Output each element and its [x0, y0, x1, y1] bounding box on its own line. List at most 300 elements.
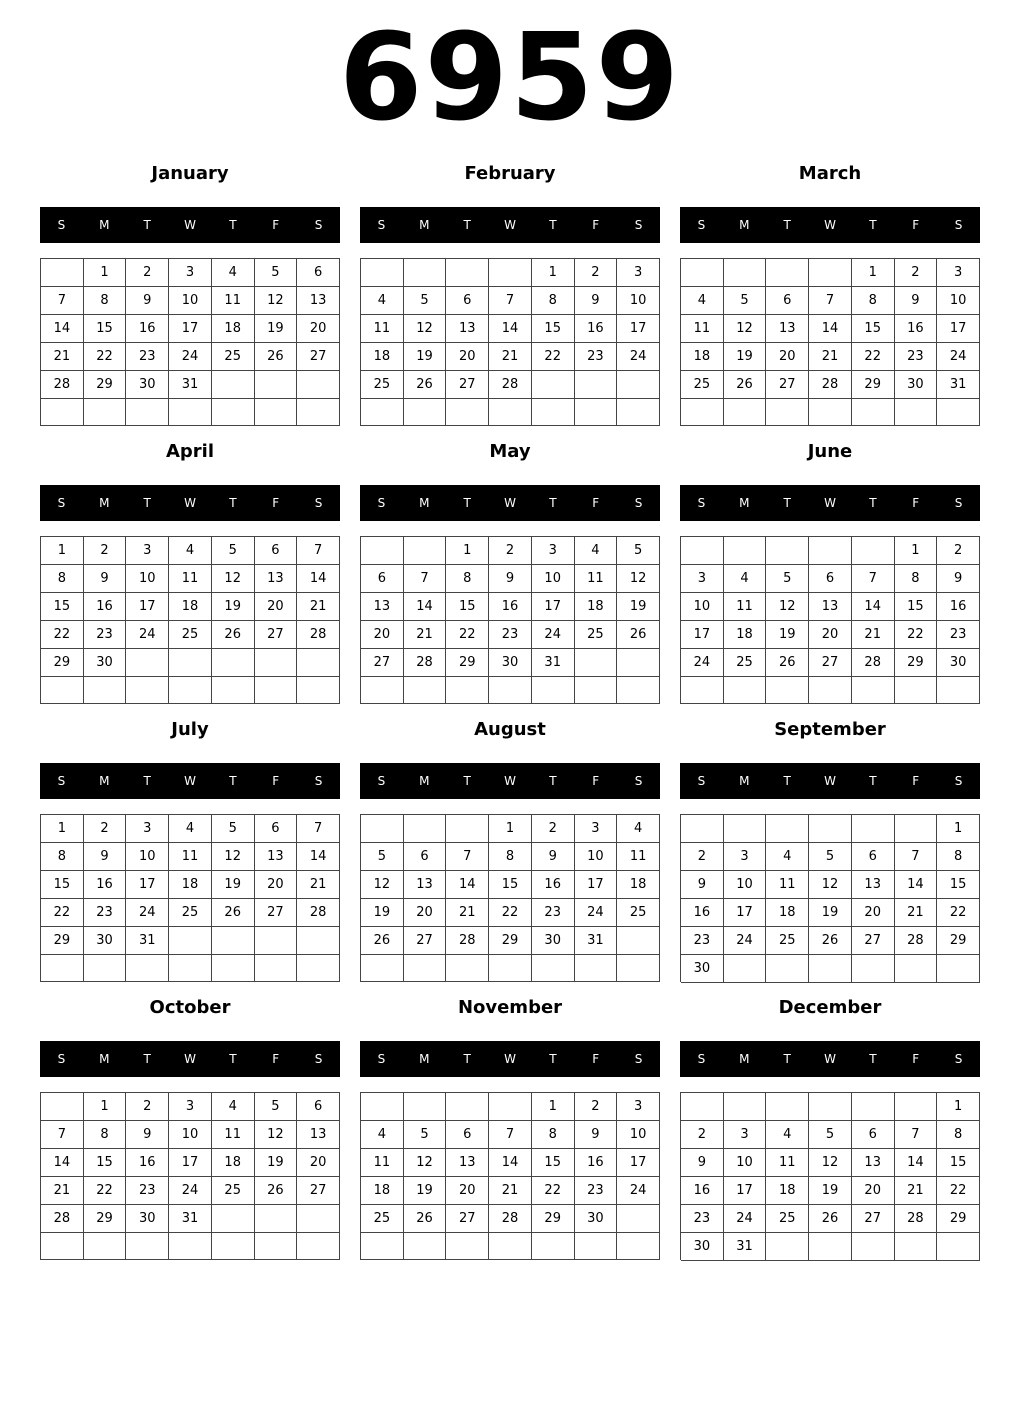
day-cell: 11	[361, 1149, 404, 1177]
day-cell: 9	[895, 287, 938, 315]
day-cell: 28	[297, 899, 340, 927]
day-cell: 16	[126, 1149, 169, 1177]
day-cell: 12	[809, 1149, 852, 1177]
empty-cell	[489, 259, 532, 287]
day-cell: 18	[617, 871, 660, 899]
day-cell: 19	[617, 593, 660, 621]
weekday-header	[360, 763, 660, 799]
weekday-header	[680, 763, 980, 799]
empty-cell	[404, 1233, 447, 1260]
day-cell: 20	[766, 343, 809, 371]
month-name: April	[165, 441, 215, 462]
empty-cell	[446, 677, 489, 704]
day-cell: 6	[297, 259, 340, 287]
day-cell: 8	[84, 1121, 127, 1149]
empty-cell	[446, 399, 489, 426]
day-cell: 26	[255, 1177, 298, 1205]
day-cell: 4	[724, 565, 767, 593]
day-cell: 18	[724, 621, 767, 649]
empty-cell	[126, 955, 169, 982]
weekday-header	[40, 763, 340, 799]
empty-cell	[766, 537, 809, 565]
weekday-label: F	[592, 774, 600, 788]
day-cell: 18	[766, 1177, 809, 1205]
day-cell: 4	[681, 287, 724, 315]
day-cell: 19	[766, 621, 809, 649]
year-title: 6959	[339, 9, 681, 148]
day-cell: 30	[895, 371, 938, 399]
day-cell: 27	[852, 927, 895, 955]
day-cell: 5	[724, 287, 767, 315]
empty-cell	[724, 537, 767, 565]
day-cell: 9	[532, 843, 575, 871]
weekday-label: T	[783, 218, 791, 232]
day-cell: 3	[617, 259, 660, 287]
day-cell: 6	[404, 843, 447, 871]
day-cell: 9	[84, 565, 127, 593]
empty-cell	[361, 677, 404, 704]
weekday-label: T	[869, 774, 877, 788]
weekday-label: F	[272, 496, 280, 510]
day-cell: 29	[446, 649, 489, 677]
empty-cell	[446, 815, 489, 843]
empty-cell	[84, 1233, 127, 1260]
day-cell: 8	[41, 565, 84, 593]
empty-cell	[361, 955, 404, 982]
day-cell: 1	[489, 815, 532, 843]
day-cell: 6	[255, 537, 298, 565]
weekday-label: W	[504, 774, 516, 788]
day-cell: 21	[489, 1177, 532, 1205]
empty-cell	[575, 371, 618, 399]
empty-cell	[724, 815, 767, 843]
day-cell: 27	[404, 927, 447, 955]
day-cell: 1	[895, 537, 938, 565]
day-cell: 7	[297, 815, 340, 843]
day-cell: 3	[126, 537, 169, 565]
empty-cell	[84, 677, 127, 704]
day-cell: 4	[361, 287, 404, 315]
empty-cell	[212, 677, 255, 704]
day-cell: 14	[489, 315, 532, 343]
day-cell: 14	[852, 593, 895, 621]
day-cell: 10	[617, 287, 660, 315]
day-cell: 30	[937, 649, 980, 677]
day-cell: 29	[532, 1205, 575, 1233]
empty-cell	[255, 1233, 298, 1260]
day-cell: 18	[681, 343, 724, 371]
weekday-label: S	[634, 774, 643, 788]
day-cell: 30	[84, 649, 127, 677]
weekday-label: M	[99, 496, 110, 510]
day-cell: 28	[297, 621, 340, 649]
empty-cell	[766, 955, 809, 983]
day-cell: 14	[404, 593, 447, 621]
day-cell: 16	[575, 1149, 618, 1177]
day-cell: 11	[617, 843, 660, 871]
day-cell: 20	[361, 621, 404, 649]
day-cell: 7	[297, 537, 340, 565]
day-cell: 31	[937, 371, 980, 399]
day-cell: 8	[41, 843, 84, 871]
day-cell: 1	[937, 815, 980, 843]
empty-cell	[255, 1205, 298, 1233]
day-cell: 23	[575, 343, 618, 371]
day-cell: 12	[809, 871, 852, 899]
day-cell: 29	[489, 927, 532, 955]
empty-cell	[617, 649, 660, 677]
day-cell: 26	[809, 927, 852, 955]
weekday-header	[360, 207, 660, 243]
day-cell: 21	[446, 899, 489, 927]
day-cell: 16	[489, 593, 532, 621]
day-cell: 28	[809, 371, 852, 399]
month-name: May	[489, 441, 531, 462]
empty-cell	[404, 259, 447, 287]
day-cell: 4	[766, 843, 809, 871]
day-cell: 14	[41, 315, 84, 343]
day-cell: 4	[212, 259, 255, 287]
empty-cell	[297, 1233, 340, 1260]
day-cell: 20	[255, 871, 298, 899]
day-cell: 19	[404, 1177, 447, 1205]
day-cell: 7	[852, 565, 895, 593]
day-cell: 11	[169, 843, 212, 871]
weekday-label: W	[184, 218, 196, 232]
weekday-header	[360, 485, 660, 521]
day-cell: 31	[126, 927, 169, 955]
day-cell: 14	[446, 871, 489, 899]
day-cell: 5	[361, 843, 404, 871]
empty-cell	[532, 399, 575, 426]
day-cell: 23	[126, 343, 169, 371]
day-cell: 24	[532, 621, 575, 649]
empty-cell	[575, 677, 618, 704]
day-cell: 3	[126, 815, 169, 843]
day-cell: 20	[297, 1149, 340, 1177]
empty-cell	[724, 1093, 767, 1121]
day-cell: 2	[126, 1093, 169, 1121]
empty-cell	[169, 677, 212, 704]
empty-cell	[852, 677, 895, 704]
empty-cell	[489, 1093, 532, 1121]
empty-cell	[489, 399, 532, 426]
day-cell: 19	[809, 1177, 852, 1205]
day-cell: 15	[489, 871, 532, 899]
month-name: December	[778, 997, 882, 1018]
day-cell: 11	[212, 287, 255, 315]
empty-cell	[255, 927, 298, 955]
weekday-label: S	[697, 774, 706, 788]
day-cell: 23	[681, 927, 724, 955]
weekday-label: T	[783, 774, 791, 788]
day-cell: 23	[84, 899, 127, 927]
empty-cell	[361, 1093, 404, 1121]
weekday-label: T	[549, 496, 557, 510]
empty-cell	[255, 955, 298, 982]
empty-cell	[489, 1233, 532, 1260]
day-cell: 1	[852, 259, 895, 287]
weekday-label: M	[739, 774, 750, 788]
day-cell: 1	[532, 259, 575, 287]
day-cell: 8	[852, 287, 895, 315]
day-grid	[360, 814, 660, 982]
day-cell: 22	[937, 899, 980, 927]
day-cell: 28	[446, 927, 489, 955]
day-cell: 13	[361, 593, 404, 621]
weekday-label: S	[634, 496, 643, 510]
day-cell: 23	[681, 1205, 724, 1233]
day-cell: 9	[126, 1121, 169, 1149]
day-cell: 2	[489, 537, 532, 565]
empty-cell	[532, 1233, 575, 1260]
day-cell: 23	[126, 1177, 169, 1205]
day-cell: 17	[617, 1149, 660, 1177]
empty-cell	[297, 927, 340, 955]
empty-cell	[532, 677, 575, 704]
day-cell: 31	[169, 371, 212, 399]
weekday-label: W	[504, 218, 516, 232]
day-cell: 30	[126, 371, 169, 399]
weekday-label: T	[869, 496, 877, 510]
day-cell: 27	[446, 1205, 489, 1233]
day-cell: 6	[361, 565, 404, 593]
month-name: July	[171, 719, 209, 740]
day-cell: 19	[809, 899, 852, 927]
empty-cell	[617, 371, 660, 399]
day-cell: 12	[404, 315, 447, 343]
day-cell: 18	[169, 871, 212, 899]
weekday-label: T	[229, 218, 237, 232]
day-cell: 13	[297, 287, 340, 315]
day-cell: 31	[169, 1205, 212, 1233]
day-cell: 14	[895, 871, 938, 899]
weekday-label: M	[419, 774, 430, 788]
day-cell: 27	[297, 1177, 340, 1205]
day-cell: 22	[895, 621, 938, 649]
empty-cell	[809, 399, 852, 426]
day-cell: 3	[937, 259, 980, 287]
day-cell: 28	[41, 1205, 84, 1233]
empty-cell	[41, 399, 84, 426]
empty-cell	[212, 1233, 255, 1260]
empty-cell	[404, 537, 447, 565]
day-cell: 7	[489, 1121, 532, 1149]
empty-cell	[126, 399, 169, 426]
weekday-label: M	[99, 1052, 110, 1066]
day-cell: 4	[212, 1093, 255, 1121]
weekday-label: F	[592, 1052, 600, 1066]
weekday-label: S	[954, 1052, 963, 1066]
day-cell: 24	[724, 927, 767, 955]
weekday-label: M	[99, 774, 110, 788]
day-cell: 28	[852, 649, 895, 677]
empty-cell	[852, 1233, 895, 1261]
weekday-label: F	[592, 218, 600, 232]
day-cell: 6	[446, 287, 489, 315]
empty-cell	[895, 1233, 938, 1261]
weekday-label: T	[143, 496, 151, 510]
day-cell: 20	[809, 621, 852, 649]
day-cell: 30	[489, 649, 532, 677]
day-cell: 22	[852, 343, 895, 371]
weekday-label: S	[314, 218, 323, 232]
weekday-label: S	[57, 496, 66, 510]
day-cell: 21	[404, 621, 447, 649]
empty-cell	[361, 815, 404, 843]
empty-cell	[532, 371, 575, 399]
day-cell: 5	[255, 1093, 298, 1121]
empty-cell	[766, 259, 809, 287]
weekday-label: S	[377, 218, 386, 232]
day-cell: 20	[404, 899, 447, 927]
day-cell: 21	[41, 343, 84, 371]
weekday-label: S	[954, 496, 963, 510]
day-cell: 13	[852, 1149, 895, 1177]
weekday-label: S	[634, 1052, 643, 1066]
day-cell: 18	[212, 1149, 255, 1177]
empty-cell	[297, 1205, 340, 1233]
day-cell: 11	[766, 871, 809, 899]
day-cell: 9	[575, 1121, 618, 1149]
day-cell: 25	[766, 1205, 809, 1233]
empty-cell	[766, 677, 809, 704]
weekday-label: M	[419, 218, 430, 232]
day-cell: 22	[84, 343, 127, 371]
day-cell: 19	[212, 593, 255, 621]
day-cell: 2	[681, 843, 724, 871]
day-cell: 15	[84, 1149, 127, 1177]
day-cell: 17	[724, 1177, 767, 1205]
empty-cell	[766, 1233, 809, 1261]
day-grid	[680, 258, 980, 426]
weekday-label: T	[869, 218, 877, 232]
day-cell: 4	[575, 537, 618, 565]
day-cell: 2	[681, 1121, 724, 1149]
day-grid	[360, 1092, 660, 1260]
day-cell: 5	[212, 537, 255, 565]
empty-cell	[169, 955, 212, 982]
empty-cell	[297, 677, 340, 704]
day-cell: 27	[446, 371, 489, 399]
empty-cell	[446, 955, 489, 982]
empty-cell	[84, 955, 127, 982]
day-cell: 28	[404, 649, 447, 677]
day-cell: 18	[575, 593, 618, 621]
weekday-label: S	[634, 218, 643, 232]
empty-cell	[575, 955, 618, 982]
day-cell: 21	[852, 621, 895, 649]
empty-cell	[212, 927, 255, 955]
empty-cell	[212, 649, 255, 677]
empty-cell	[617, 927, 660, 955]
day-cell: 4	[361, 1121, 404, 1149]
day-cell: 7	[489, 287, 532, 315]
day-cell: 18	[361, 343, 404, 371]
empty-cell	[681, 815, 724, 843]
day-cell: 2	[937, 537, 980, 565]
month-name: November	[457, 997, 563, 1018]
weekday-label: M	[419, 1052, 430, 1066]
day-cell: 12	[404, 1149, 447, 1177]
day-cell: 9	[489, 565, 532, 593]
day-cell: 31	[724, 1233, 767, 1261]
day-cell: 8	[84, 287, 127, 315]
empty-cell	[724, 677, 767, 704]
day-cell: 8	[937, 1121, 980, 1149]
day-cell: 25	[361, 1205, 404, 1233]
day-cell: 5	[809, 1121, 852, 1149]
day-cell: 21	[895, 1177, 938, 1205]
empty-cell	[724, 955, 767, 983]
day-cell: 29	[84, 1205, 127, 1233]
empty-cell	[724, 399, 767, 426]
day-cell: 12	[212, 565, 255, 593]
empty-cell	[489, 955, 532, 982]
weekday-label: M	[419, 496, 430, 510]
empty-cell	[681, 259, 724, 287]
day-cell: 2	[84, 537, 127, 565]
day-cell: 21	[297, 871, 340, 899]
month-name: June	[807, 441, 853, 462]
empty-cell	[212, 955, 255, 982]
day-cell: 11	[681, 315, 724, 343]
weekday-label: T	[463, 496, 471, 510]
empty-cell	[937, 677, 980, 704]
empty-cell	[126, 677, 169, 704]
day-cell: 23	[84, 621, 127, 649]
day-cell: 15	[937, 871, 980, 899]
empty-cell	[681, 399, 724, 426]
day-cell: 26	[809, 1205, 852, 1233]
day-cell: 9	[681, 871, 724, 899]
day-cell: 23	[895, 343, 938, 371]
day-cell: 25	[361, 371, 404, 399]
month-name: September	[774, 719, 886, 740]
day-cell: 2	[895, 259, 938, 287]
empty-cell	[937, 955, 980, 983]
day-cell: 14	[809, 315, 852, 343]
day-cell: 8	[937, 843, 980, 871]
empty-cell	[255, 371, 298, 399]
day-cell: 14	[297, 565, 340, 593]
day-cell: 7	[895, 1121, 938, 1149]
day-cell: 30	[575, 1205, 618, 1233]
day-cell: 25	[766, 927, 809, 955]
day-cell: 12	[617, 565, 660, 593]
weekday-label: W	[184, 774, 196, 788]
day-cell: 1	[532, 1093, 575, 1121]
day-cell: 12	[766, 593, 809, 621]
day-cell: 24	[169, 1177, 212, 1205]
weekday-label: S	[954, 218, 963, 232]
empty-cell	[617, 955, 660, 982]
day-cell: 9	[575, 287, 618, 315]
weekday-label: T	[783, 1052, 791, 1066]
day-cell: 12	[255, 1121, 298, 1149]
weekday-label: T	[229, 1052, 237, 1066]
weekday-label: F	[272, 774, 280, 788]
day-cell: 26	[766, 649, 809, 677]
weekday-header	[680, 485, 980, 521]
day-cell: 15	[446, 593, 489, 621]
day-cell: 10	[169, 287, 212, 315]
day-cell: 31	[532, 649, 575, 677]
weekday-header	[680, 207, 980, 243]
day-cell: 27	[297, 343, 340, 371]
day-cell: 13	[809, 593, 852, 621]
day-cell: 12	[361, 871, 404, 899]
